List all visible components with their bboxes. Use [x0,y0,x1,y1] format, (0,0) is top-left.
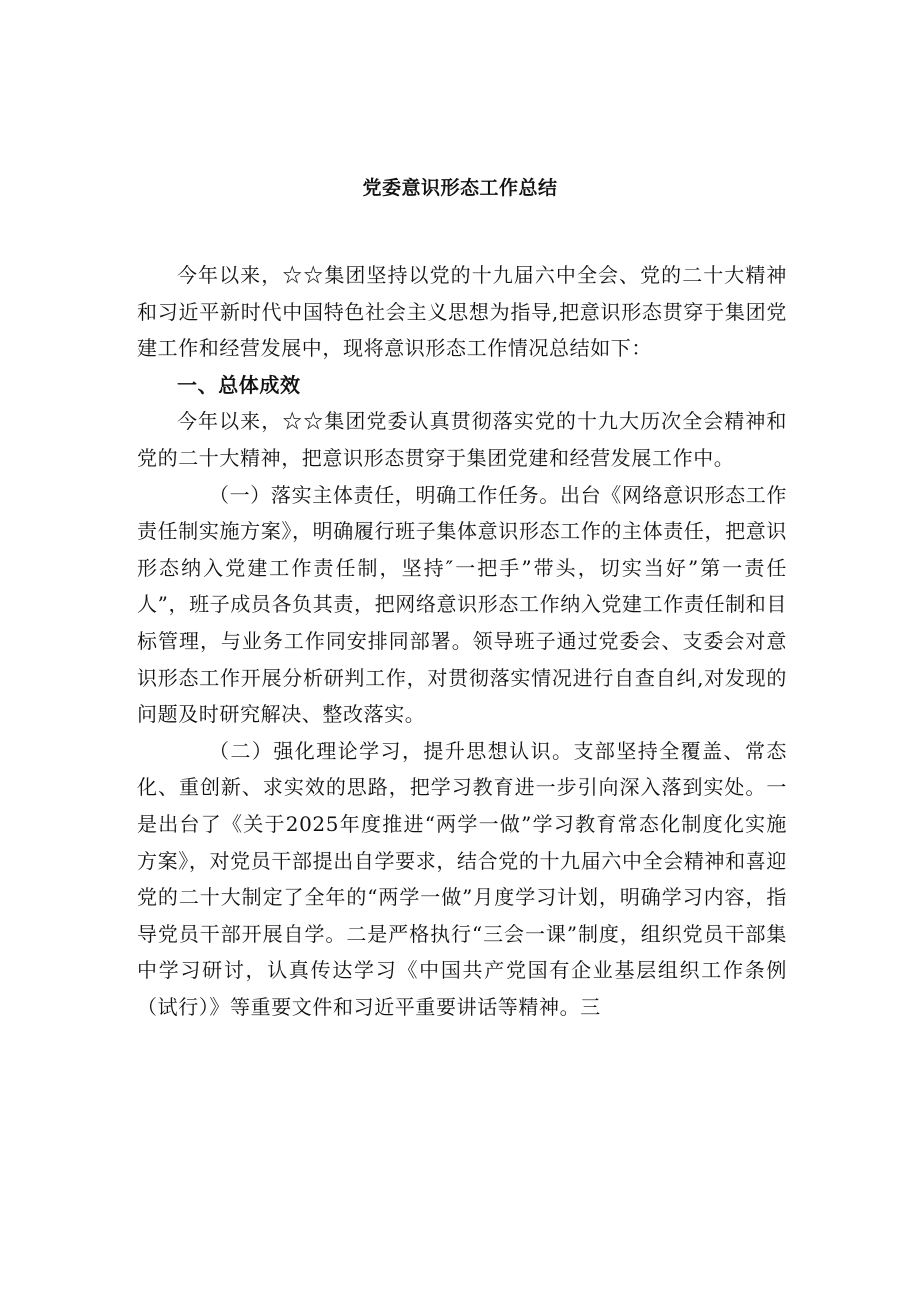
section-heading-overall-results: 一、总体成效 [177,372,301,397]
item-paragraph-1: （一）落实主体责任，明确工作任务。出台《网络意识形态工作责任制实施方案》，明确履行班子集体意识形态工作的主体责任，把意识形态纳入党建工作责任制，坚持″一把手”带头，切实当好”第一责任人”，班子成员各负其责，把网络意识形态工作纳入党建工作责任制和目标管理，与业务工作同安排同部署。领导班子通过党委会、支委会对意识形态工作开展分析研判工作，对贯彻落实情况进行自查自纠,对发现的问题及时研究解决、整改落实。 [137,482,787,727]
item-paragraph-2: （二）强化理论学习，提升思想认识。支部坚持全覆盖、常态化、重创新、求实效的思路，把学习教育进一步引向深入落到实处。一是出台了《关于2025年度推进“两学一做”学习教育常态化制度化实施方案》，对党员干部提出自学要求，结合党的十九届六中全会精神和喜迎党的二十大制定了全年的“两学一做”月度学习计划，明确学习内容，指导党员干部开展自学。二是严格执行“三会一课”制度，组织党员干部集中学习研讨，认真传达学习《中国共产党国有企业基层组织工作条例（试行）》等重要文件和习近平重要讲话等精神。三 [137,738,787,1019]
intro-paragraph: 今年以来，☆☆集团坚持以党的十九届六中全会、党的二十大精神和习近平新时代中国特色社会主义思想为指导,把意识形态贯穿于集团党建工作和经营发展中，现将意识形态工作情况总结如下： [137,263,787,361]
document-body [137,257,787,1025]
document-title: 党委意识形态工作总结 [362,177,558,199]
section-paragraph: 今年以来，☆☆集团党委认真贯彻落实党的十九大历次全会精神和党的二十大精神，把意识形态贯穿于集团党建和经营发展工作中。 [137,409,787,470]
